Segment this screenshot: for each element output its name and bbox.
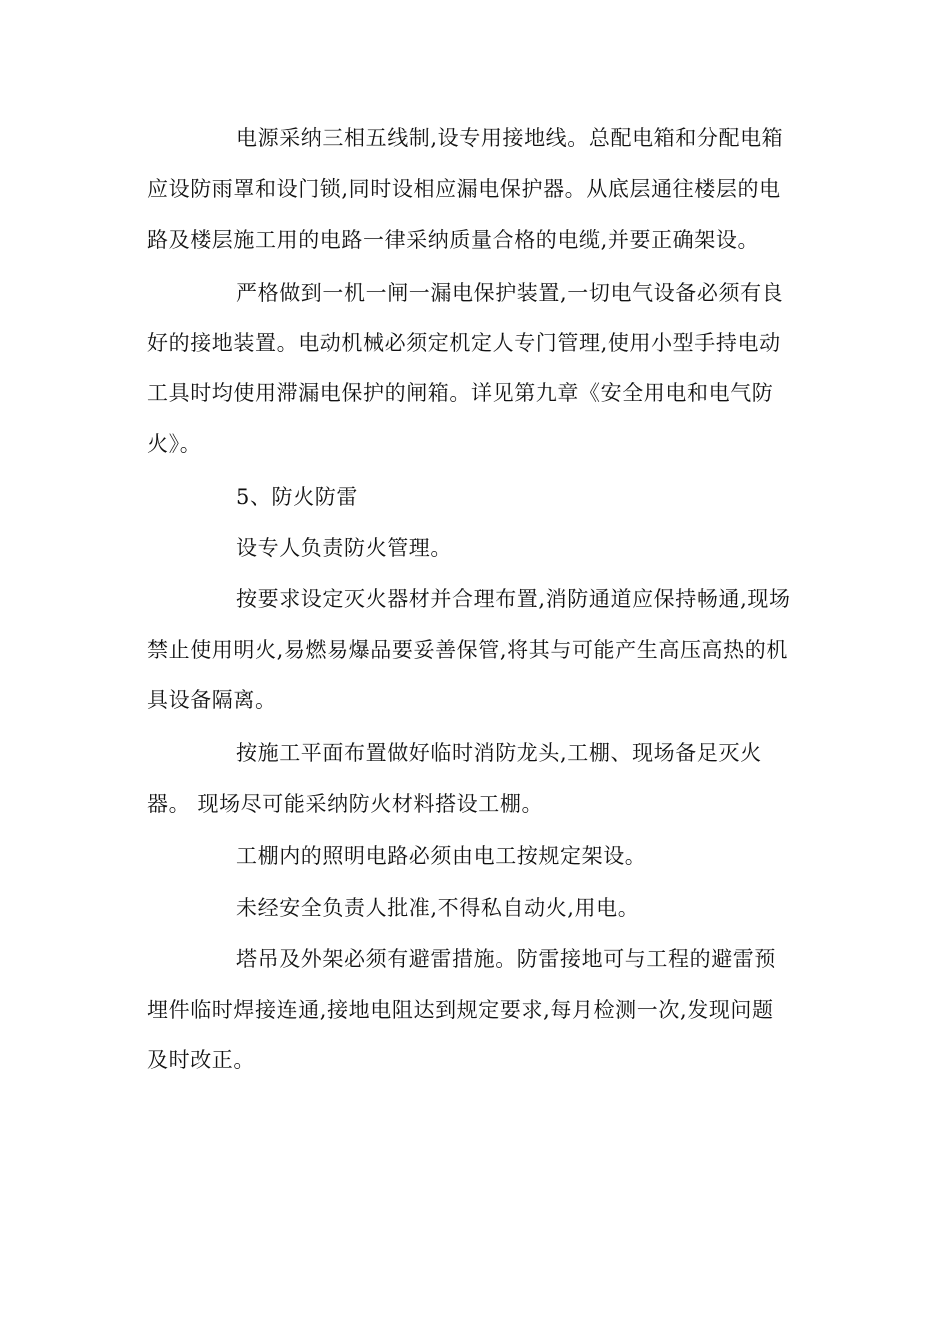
paragraph-line: 按施工平面布置做好临时消防龙头,工棚、现场备足灭火 (236, 741, 762, 765)
paragraph-line: 未经安全负责人批准,不得私自动火,用电。 (236, 896, 640, 920)
paragraph-line: 埋件临时焊接连通,接地电阻达到规定要求,每月检测一次,发现问题 (147, 998, 774, 1022)
paragraph-line: 电源采纳三相五线制,设专用接地线。总配电箱和分配电箱 (236, 126, 784, 150)
paragraph-line: 按要求设定灭火器材并合理布置,消防通道应保持畅通,现场 (236, 587, 791, 611)
section-heading: 5、防火防雷 (236, 485, 358, 509)
paragraph-line: 火》。 (147, 432, 202, 456)
paragraph-line: 设专人负责防火管理。 (236, 536, 452, 560)
paragraph-line: 应设防雨罩和设门锁,同时设相应漏电保护器。从底层通往楼层的电 (147, 177, 781, 201)
paragraph-line: 及时改正。 (147, 1048, 255, 1072)
paragraph-line: 工棚内的照明电路必须由电工按规定架设。 (236, 844, 647, 868)
paragraph-line: 好的接地装置。电动机械必须定机定人专门管理,使用小型手持电动 (147, 331, 781, 355)
paragraph-line: 工具时均使用滞漏电保护的闸箱。详见第九章《安全用电和电气防 (147, 381, 774, 405)
paragraph-line: 器。 现场尽可能采纳防火材料搭设工棚。 (147, 792, 544, 816)
paragraph-line: 严格做到一机一闸一漏电保护装置,一切电气设备必须有良 (236, 281, 784, 305)
paragraph-line: 塔吊及外架必须有避雷措施。防雷接地可与工程的避雷预 (236, 947, 776, 971)
paragraph-line: 禁止使用明火,易燃易爆品要妥善保管,将其与可能产生高压高热的机 (147, 638, 788, 662)
paragraph-line: 具设备隔离。 (147, 688, 277, 712)
paragraph-line: 路及楼层施工用的电路一律采纳质量合格的电缆,并要正确架设。 (147, 228, 760, 252)
